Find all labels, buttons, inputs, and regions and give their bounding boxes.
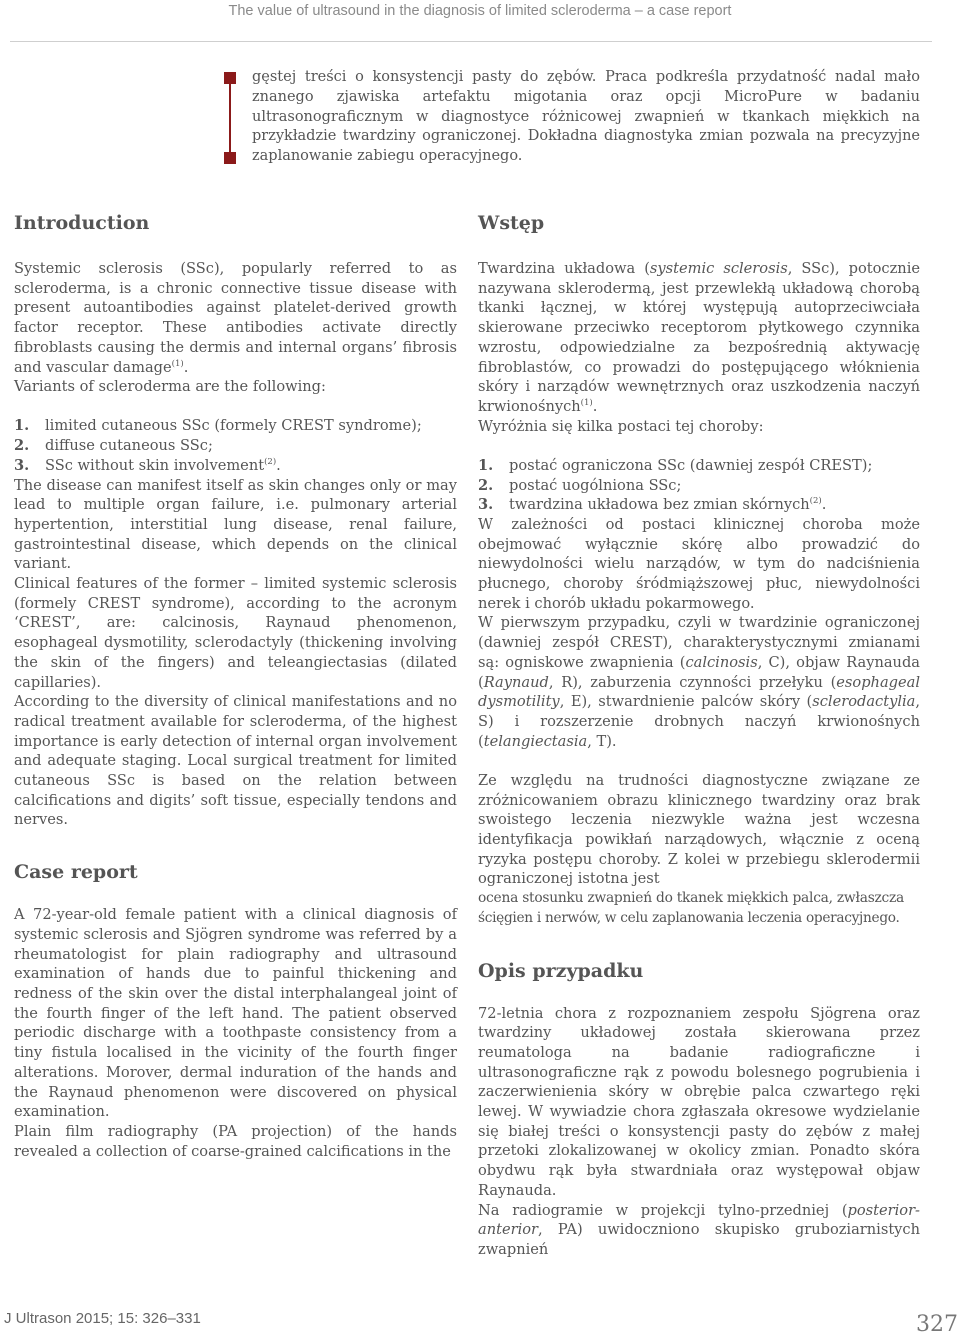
case-paragraph: A 72-year-old female patient with a clinical diagnosis of systemic sclerosis and Sjögren syndrome was referred by a rheumatologist for plain radiography and ultrasound examination of hands due to painful thickening and redness of the skin over the distal interphalangeal joint of the fourth finger of the left hand. The patient observed periodic discharge with a toothpaste consistency from a tiny fistula localised in the vicinity of the fourth finger alterations. Morover, dermal induration of the hands and the Raynaud phenomenon were discovered on physical examination. xyxy=(14,906,457,1121)
case-report-heading: Case report xyxy=(14,861,138,884)
abstract-continuation: gęstej treści o konsystencji pasty do zębów. Praca podkreśla przydatność nadal mało znanego zjawiska artefaktu migotania oraz opcji MicroPure w badaniu ultrasonograficznym w diagnostyce różnicowej zwapnień w tkankach miękkich na przykładzie twardziny ograniczonej. Dokładna diagnostyka zmian pozwala na precyzyjne zaplanowanie zabiegu operacyjnego. xyxy=(252,69,920,165)
case-paragraph-pl: 72-letnia chora z rozpoznaniem zespołu Sjögrena oraz twardziny układowej została skierowana przez reumatologa na badanie radiograficzne i ultrasonograficzne rąk z powodu bolesnego pogrubienia i zaczerwienienia skóry w obrębie palca czwartego ręki lewej. W wywiadzie chora zgłaszała okresowe wydzielanie się białej treści o konsystencji pasty do zębów z małej przetoki zlokalizowanej w okolicy zmian. Ponadto skóra obydwu rąk była stwardniała oraz występował objaw Raynauda. xyxy=(478,1004,920,1199)
introduction-heading: Introduction xyxy=(14,212,150,234)
english-column xyxy=(14,210,457,1161)
page-number: 327 xyxy=(916,1312,958,1337)
disease-paragraph: The disease can manifest itself as skin changes only or may lead to multiple organ failure, i.e. pulmonary arterial hypertention, interstitial lung disease, renal failure, gastrointestinal disease, which depends on the clinical variant. xyxy=(14,476,457,573)
journal-citation: J Ultrason 2015; 15: 326–331 xyxy=(4,1310,201,1327)
list-item: 3. SSc without skin involvement$^{(2)}$. xyxy=(14,456,281,474)
header-divider xyxy=(10,41,932,42)
polish-column xyxy=(478,210,920,1260)
abstract-marker xyxy=(224,72,236,164)
list-item: 1. postać ograniczona SSc (dawniej zespół CREST); xyxy=(478,456,873,474)
radiography-paragraph: Plain film radiography (PA projection) of the hands revealed a collection of coarse-grained calcifications in the xyxy=(14,1122,457,1160)
list-item: 3. twardzina układowa bez zmian skórnych$^{(2)}$. xyxy=(478,496,827,514)
list-item: 2. postać uogólniona SSc; xyxy=(478,476,682,494)
wstep-paragraph: Twardzina układowa (systemic sclerosis, SSc), potocznie nazywana sklerodermą, jest przewlekłą układową chorobą tkanki łącznej, w której występują autoprzeciwciała skierowane przeciwko receptorom płytkowego czynnika wzrostu, odpowiedzialne za bezpośrednią aktywację fibroblastów, co prowadzi do postępującego włóknienia skóry i narządów wewnętrznych oraz uszkodzenia naczyń krwionośnych$^{(1)}$. xyxy=(478,260,921,415)
variants-intro-pl: Wyróżnia się kilka postaci tej choroby: xyxy=(478,417,764,435)
difficulty-paragraph: Ze względu na trudności diagnostyczne związane ze zróżnicowaniem obrazu klinicznego twardziny oraz brak swoistego leczenia niezwykle ważna jest wczesna identyfikacja powikłań narządowych, włącznie z oceną ryzyka postępu choroby. Z kolei w przebiegu sklerodermii ograniczonej istotna jest ocena stosunku zwapnień do tkanek miękkich palca, zwłaszcza ścięgien i nerwów, w celu zaplanowania leczenia operacyjnego. xyxy=(478,771,920,926)
wstep-heading: Wstęp xyxy=(478,212,545,234)
opis-przypadku-heading: Opis przypadku xyxy=(478,959,644,982)
list-item: 1. limited cutaneous SSc (formely CREST syndrome); xyxy=(14,417,422,435)
depending-paragraph: W zależności od postaci klinicznej choroba może obejmować wyłącznie skórę albo prowadzić do niewydolności wielu narządów, w tym do nadciśnienia płucnego, choroby śródmiąższowej płuc, niewydolności nerek i chorób układu pokarmowego. xyxy=(478,515,920,612)
diversity-paragraph: According to the diversity of clinical manifestations and no radical treatment available for scleroderma, of the highest importance is early detection of internal organ involvement and adequate staging. Local surgical treatment for limited cutaneous SSc is based on the relation between calcifications and digits’ soft tissue, especially tendons and nerves. xyxy=(14,693,457,829)
intro-paragraph: Systemic sclerosis (SSc), popularly referred to as scleroderma, is a chronic connective tissue disease with present autoantibodies against platelet-derived growth factor receptor. These antibodies activate directly fibroblasts causing the dermis and internal organs’ fibrosis and vascular damage$^{(1)}$. xyxy=(14,260,457,376)
list-item: 2. diffuse cutaneous SSc; xyxy=(14,437,213,455)
clinical-features-paragraph: Clinical features of the former – limited systemic sclerosis (formely CREST syndrome), according to the acronym ‘CREST’, are: calcinosis, Raynaud phenomenon, esophageal dysmotility, sclerodactyly (thickening involving the skin of the fingers) and teleangiectasias (dilated capillaries). xyxy=(14,575,457,691)
first-case-paragraph: W pierwszym przypadku, czyli w twardzinie ograniczonej (dawniej zespół CREST), charakterystycznymi zmianami są: ogniskowe zwapnienia (calcinosis, C), objaw Raynauda (Raynaud, R), zaburzenia czynności przełyku (esophageal dysmotility, E), stwardnienie palców skóry (sclerodactylia, S) i rozszerzenie drobnych naczyń krwionośnych (telangiectasia, T). xyxy=(478,614,920,750)
radiogram-paragraph: Na radiogramie w projekcji tylno-przedniej (posterior-anterior, PA) uwidoczniono skupisko gruboziarnistych zwapnień xyxy=(478,1201,920,1258)
variants-list-pl xyxy=(478,456,920,515)
variants-intro: Variants of scleroderma are the following: xyxy=(14,378,326,396)
running-header: The value of ultrasound in the diagnosis of limited scleroderma – a case report xyxy=(228,3,732,19)
variants-list xyxy=(14,416,457,475)
